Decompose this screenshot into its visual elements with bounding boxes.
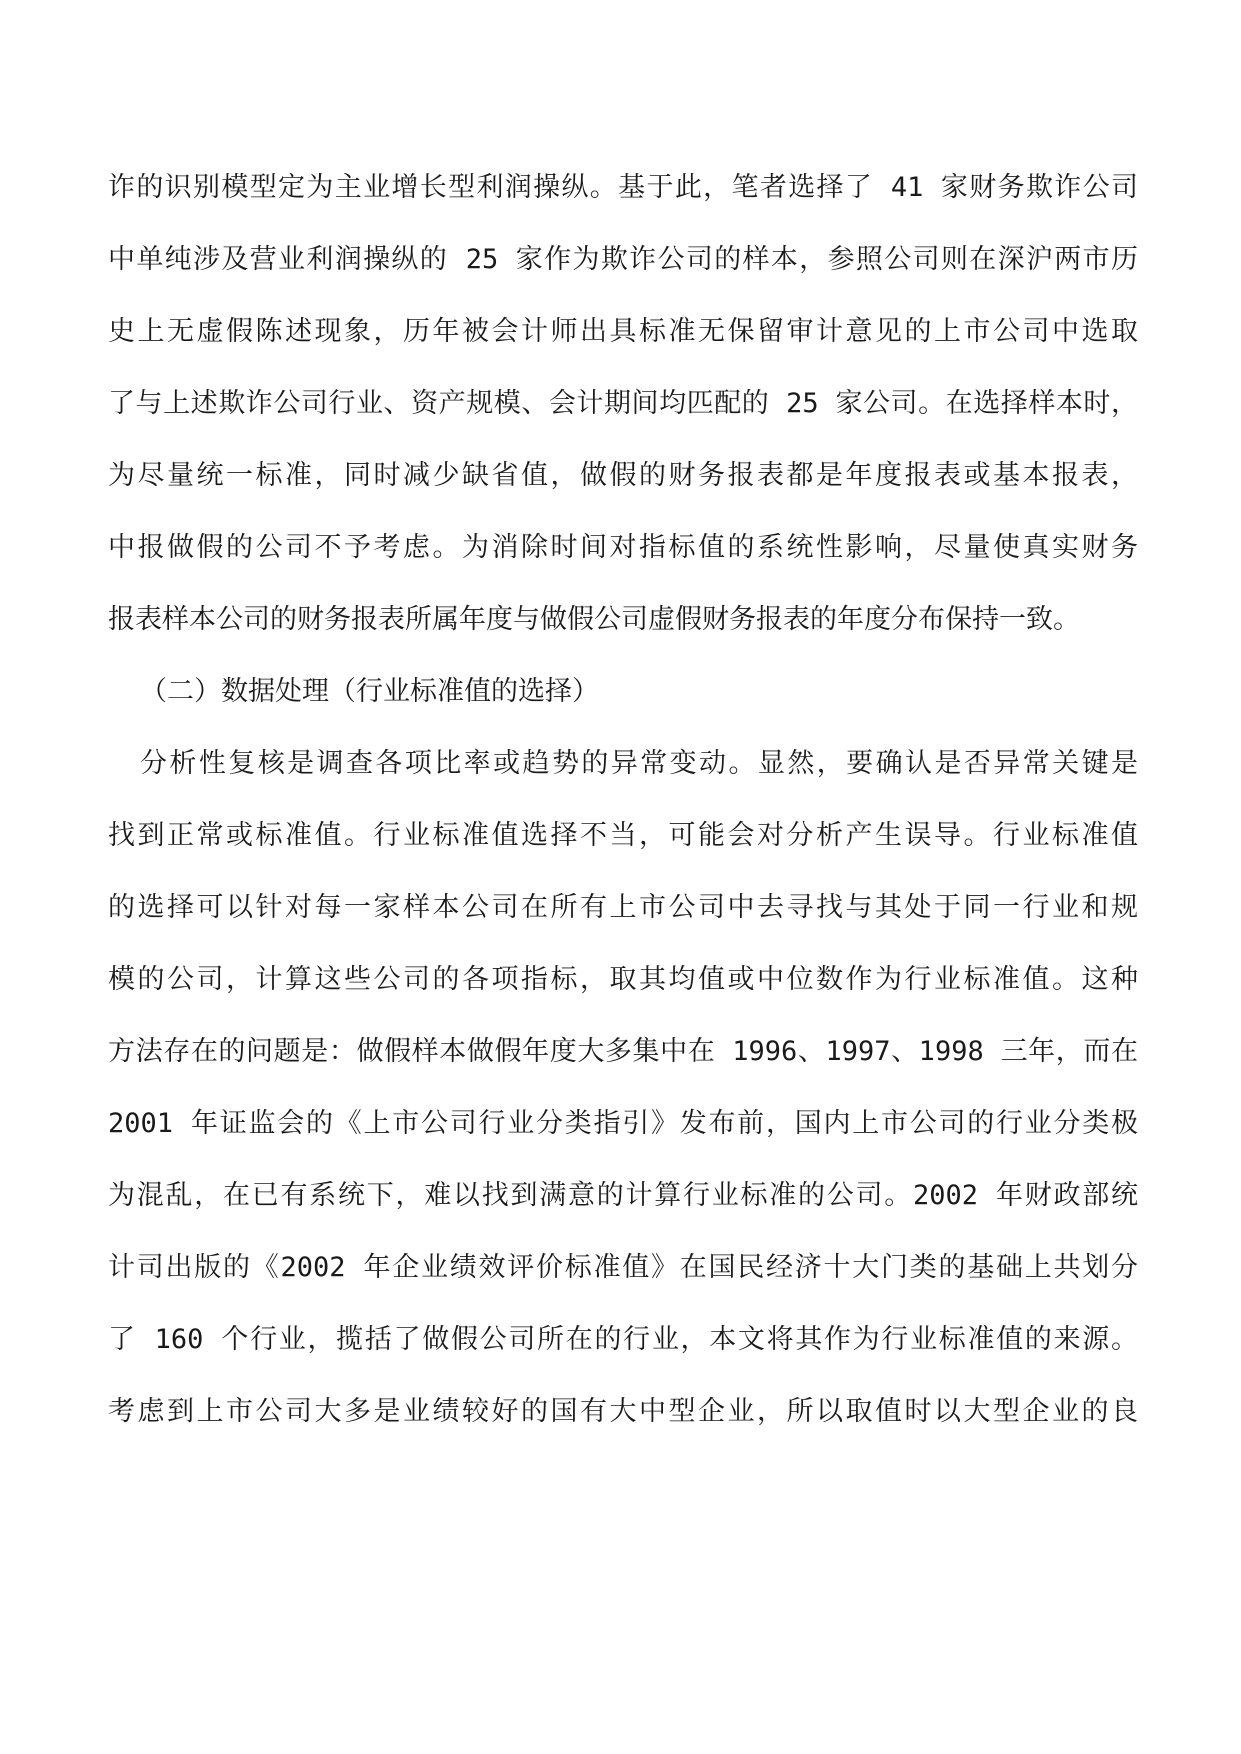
paragraph-line: 中报做假的公司不予考虑。为消除时间对指标值的系统性影响，尽量使真实财务: [108, 532, 1138, 563]
paragraph-line: 分析性复核是调查各项比率或趋势的异常变动。显然，要确认是否异常关键是: [140, 748, 1138, 779]
section-heading: （二）数据处理（行业标准值的选择）: [140, 676, 599, 707]
paragraph-line: 了与上述欺诈公司行业、资产规模、会计期间均匹配的 25 家公司。在选择样本时，: [108, 388, 1138, 419]
paragraph-line: 的选择可以针对每一家样本公司在所有上市公司中去寻找与其处于同一行业和规: [108, 892, 1138, 923]
paragraph-line: 中单纯涉及营业利润操纵的 25 家作为欺诈公司的样本，参照公司则在深沪两市历: [108, 244, 1138, 275]
paragraph-line: 史上无虚假陈述现象，历年被会计师出具标准无保留审计意见的上市公司中选取: [108, 316, 1138, 347]
paragraph-line: 找到正常或标准值。行业标准值选择不当，可能会对分析产生误导。行业标准值: [108, 820, 1138, 851]
paragraph-line: 为混乱，在已有系统下，难以找到满意的计算行业标准的公司。2002 年财政部统: [108, 1180, 1138, 1211]
paragraph-line: 计司出版的《2002 年企业绩效评价标准值》在国民经济十大门类的基础上共划分: [108, 1252, 1138, 1283]
paragraph-line: 模的公司，计算这些公司的各项指标，取其均值或中位数作为行业标准值。这种: [108, 964, 1138, 995]
paragraph-line: 诈的识别模型定为主业增长型利润操纵。基于此，笔者选择了 41 家财务欺诈公司: [108, 172, 1138, 203]
paragraph-line: 考虑到上市公司大多是业绩较好的国有大中型企业，所以取值时以大型企业的良: [108, 1396, 1138, 1427]
paragraph-line: 为尽量统一标准，同时减少缺省值，做假的财务报表都是年度报表或基本报表，: [108, 460, 1138, 491]
paragraph-line: 报表样本公司的财务报表所属年度与做假公司虚假财务报表的年度分布保持一致。: [108, 604, 1080, 635]
paragraph-line: 2001 年证监会的《上市公司行业分类指引》发布前，国内上市公司的行业分类极: [108, 1108, 1138, 1139]
paragraph-line: 方法存在的问题是：做假样本做假年度大多集中在 1996、1997、1998 三年，而在: [108, 1036, 1138, 1067]
paragraph-line: 了 160 个行业，揽括了做假公司所在的行业，本文将其作为行业标准值的来源。: [108, 1324, 1138, 1355]
